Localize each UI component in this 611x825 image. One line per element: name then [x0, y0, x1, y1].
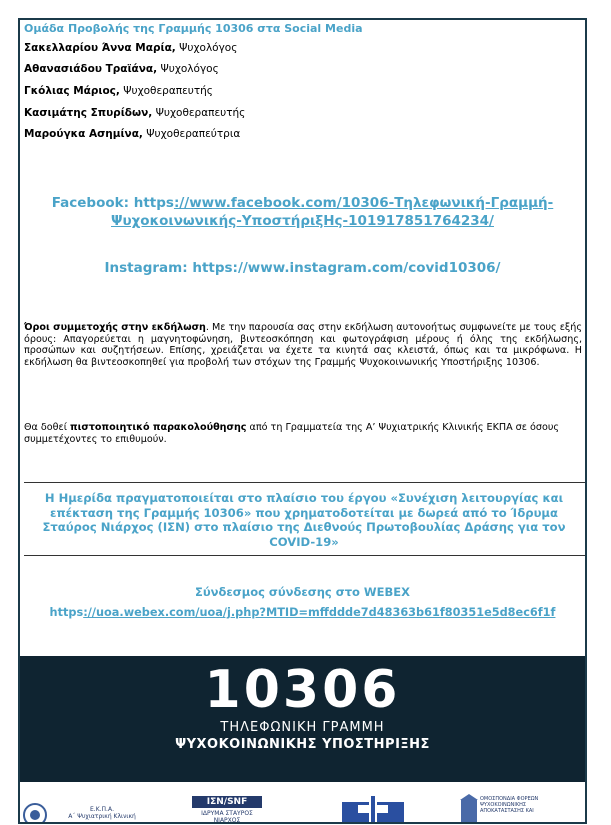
snf-logo: ΙΣΝ/SNF ΙΔΡΥΜΑ ΣΤΑΥΡΟΣ ΝΙΑΡΧΟΣ: [192, 796, 262, 824]
team-member: Σακελλαρίου Άννα Μαρία, Ψυχολόγος: [24, 42, 238, 54]
hotline-logo-line1: ΤΗΛΕΦΩΝΙΚΗ ΓΡΑΜΜΗ: [220, 720, 385, 735]
ekpa-seal-icon: [22, 802, 48, 824]
divider: [24, 555, 586, 556]
certificate-paragraph: Θα δοθεί πιστοποιητικό παρακολούθησης από τη Γραμματεία της Α’ Ψυχιατρικής Κλινικής ΕΚΠΑ σε όσους συμμετέχοντες το επιθυμούν.: [24, 422, 560, 445]
building-icon: [460, 794, 478, 824]
webex-link[interactable]: https://uoa.webex.com/uoa/j.php?MTID=mffddde7d48363b61f80351e5d8ec6f1f: [49, 606, 556, 619]
team-member: Κασιμάτης Σπυρίδων, Ψυχοθεραπευτής: [24, 107, 246, 119]
partner-logos: [20, 788, 585, 824]
health-ministry-logo: [342, 792, 404, 824]
instagram-link[interactable]: Instagram: https://www.instagram.com/covid10306/: [104, 260, 501, 276]
hotline-logo-line2: ΨΥΧΟΚΟΙΝΩΝΙΚΗΣ ΥΠΟΣΤΗΡΙΞΗΣ: [175, 737, 430, 752]
team-member: Μαρούγκα Ασημίνα, Ψυχοθεραπεύτρια: [24, 128, 241, 140]
hotline-logo-number: 10306: [204, 660, 401, 720]
facebook-link[interactable]: Facebook: https://www.facebook.com/10306-Τηλεφωνική-Γραμμή- Ψυχοκοινωνικής-ΥποστήριξΗς-101917851764234/: [51, 195, 554, 229]
terms-paragraph: Όροι συμμετοχής στην εκδήλωση. Με την παρουσία σας στην εκδήλωση αυτονοήτως συμφωνείτε με τους εξής όρους: Απαγορεύεται η μαγνητοφώνηση, βιντεοσκόπηση και φωτογράφιση μέρους ή όλης της εκδήλωσης, προσώπων και συζητήσεων. Επίσης, χρειάζεται να έχετε τα κινητά σας κλειστά, όπως και τα μικρόφωνα. Η εκδήλωση θα βιντεοσκοπηθεί για προβολή των στόχων της Γραμμής Ψυχοκοινωνικής Υποστήριξης 10306.: [24, 322, 582, 368]
team-member: Αθανασιάδου Τραϊάνα, Ψυχολόγος: [24, 63, 219, 75]
ekpa-logo: Ε.Κ.Π.Α. Α΄ Ψυχιατρική Κλινική: [68, 806, 136, 820]
webex-label: Σύνδεσμος σύνδεσης στο WEBEX: [195, 585, 410, 599]
divider: [24, 482, 586, 483]
federation-logo: ΟΜΟΣΠΟΝΔΙΑ ΦΟΡΕΩΝ ΨΥΧΟΚΟΙΝΩΝΙΚΗΣ ΑΠΟΚΑΤΑΣΤΑΣΗΣ ΚΑΙ: [480, 796, 539, 814]
document-page: [18, 18, 587, 824]
team-title: Ομάδα Προβολής της Γραμμής 10306 στα Social Media: [24, 22, 363, 35]
funding-statement: Η Ημερίδα πραγματοποιείται στο πλαίσιο του έργου «Συνέχιση λειτουργίας και επέκταση της Γραμμής 10306» που χρηματοδοτείται με δωρεά από το Ίδρυμα Σταύρος Νιάρχος (ΙΣΝ) στο πλαίσιο της Διεθνούς Πρωτοβουλίας Δράσης για τον COVID-19»: [42, 491, 566, 549]
team-member: Γκόλιας Μάριος, Ψυχοθεραπευτής: [24, 85, 213, 97]
